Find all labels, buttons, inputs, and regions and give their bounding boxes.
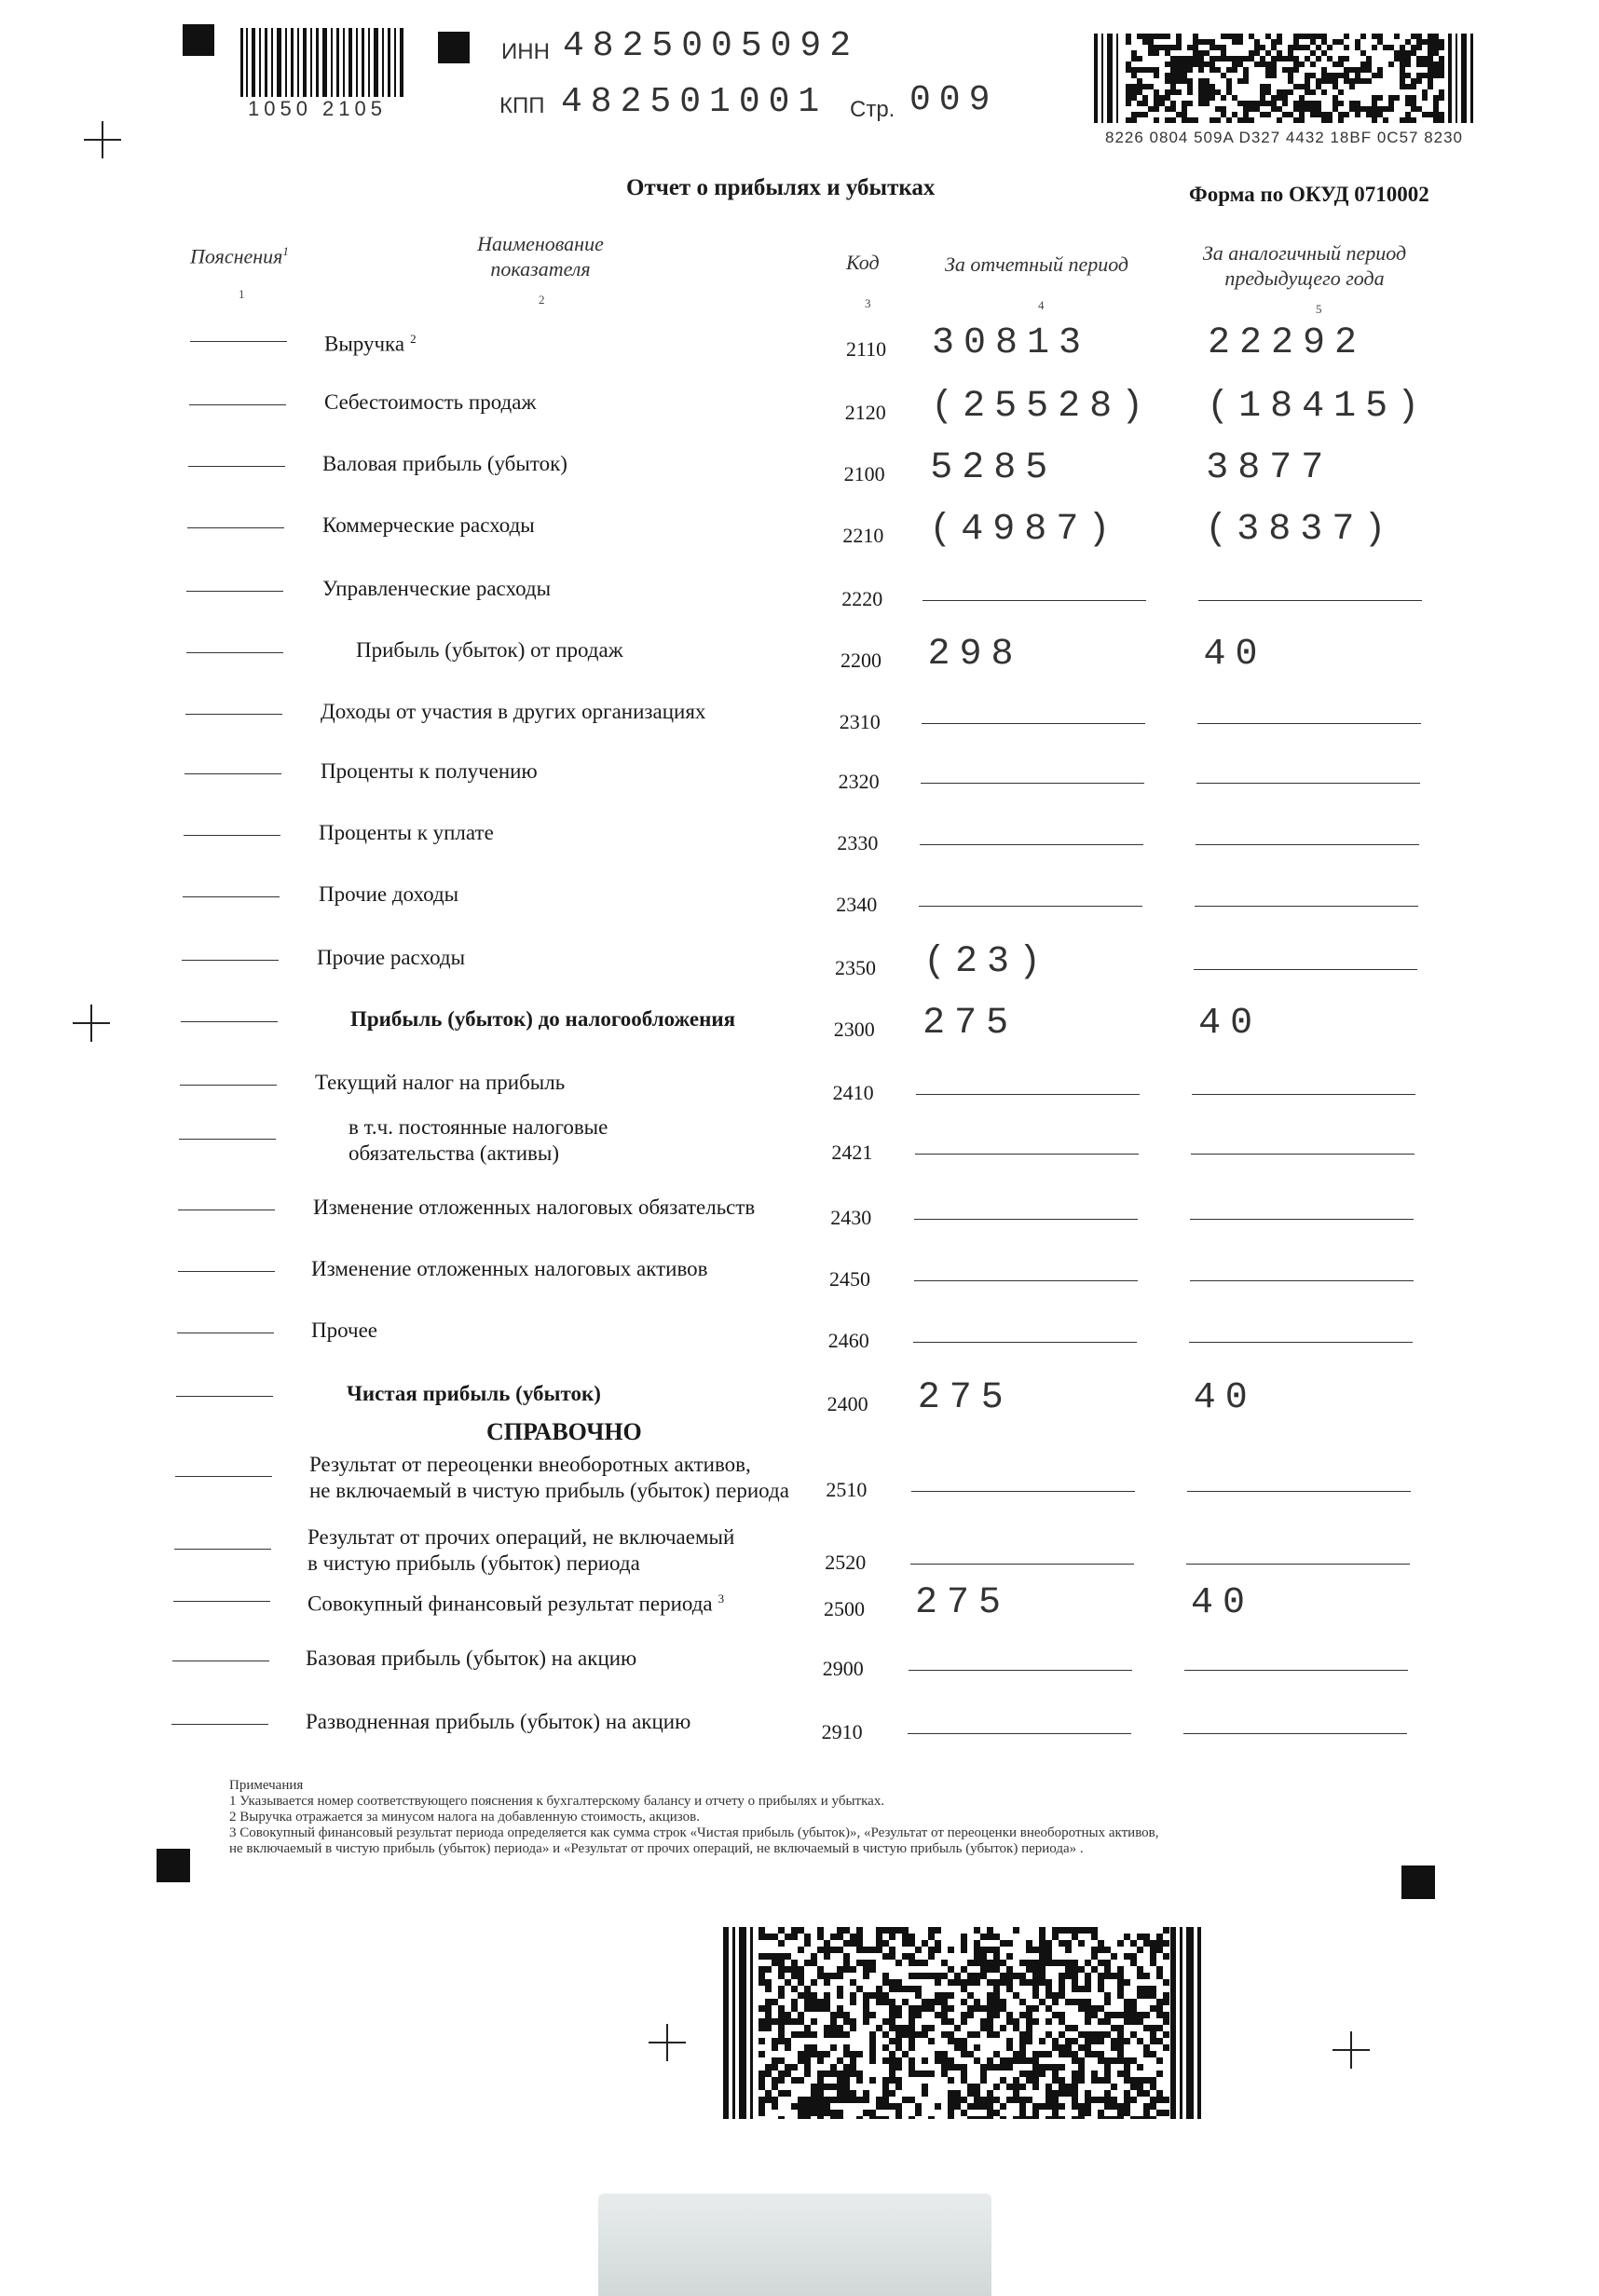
row-name-text: Чистая прибыль (убыток) — [347, 1382, 601, 1405]
explanation-blank — [190, 341, 287, 342]
row-name-text: Прочее — [311, 1319, 377, 1342]
registration-square-top-left — [183, 24, 214, 56]
linear-barcode — [239, 28, 406, 97]
explanation-blank — [176, 1396, 273, 1397]
crosshair-mark-bottom-left — [649, 2024, 686, 2061]
row-name-text: Прочие доходы — [319, 882, 459, 906]
col-header-previous — [1183, 240, 1426, 291]
blank-current — [915, 1154, 1139, 1155]
row-code: 2330 — [837, 831, 879, 854]
row-code: 2510 — [826, 1478, 868, 1501]
row-code: 2410 — [832, 1081, 874, 1104]
col-header-code: Код — [846, 251, 880, 274]
blank-previous — [1196, 844, 1419, 845]
qr-2d-barcode-top — [1094, 34, 1476, 123]
row-name-text: Разводненная прибыль (убыток) на акцию — [306, 1710, 691, 1733]
blank-current — [914, 1219, 1138, 1220]
col-header-explanations — [190, 239, 289, 268]
page-label: Стр. — [850, 97, 895, 122]
blank-previous — [1198, 600, 1422, 601]
row-name — [309, 1452, 789, 1504]
row-code: 2200 — [840, 649, 882, 672]
row-footnote-ref: 2 — [410, 332, 417, 346]
value-current: 5285 — [930, 447, 1058, 489]
note-line: 3 Совокупный финансовый результат периода определяется как сумма строк «Чистая прибыль (убыток)», «Результат от переоценки внеоборотных активов, — [229, 1825, 1159, 1840]
value-current: 275 — [922, 1003, 1018, 1045]
explanation-blank — [174, 1549, 271, 1550]
explanation-blank — [184, 835, 280, 836]
explanation-blank — [188, 466, 285, 467]
row-name-text: Результат от прочих операций, не включаемый — [308, 1525, 735, 1549]
row-name — [347, 1381, 601, 1407]
notes-block — [229, 1778, 1347, 1857]
value-previous: 3877 — [1206, 447, 1333, 489]
blank-current — [913, 1342, 1137, 1343]
row-code: 2340 — [836, 893, 878, 916]
row-name — [322, 451, 567, 477]
crosshair-mark-bottom-right — [1332, 2031, 1370, 2069]
row-name — [321, 758, 538, 785]
row-name-text: Валовая прибыль (убыток) — [322, 452, 567, 475]
col-number-5: 5 — [1316, 302, 1322, 316]
row-code: 2110 — [846, 337, 887, 361]
blank-current — [922, 723, 1145, 724]
inn-value: 4825005092 — [563, 26, 860, 66]
row-name-text: Текущий налог на прибыль — [315, 1071, 566, 1094]
row-name — [356, 637, 623, 663]
row-name-text: Выручка — [324, 332, 405, 356]
row-code: 2320 — [838, 770, 880, 793]
explanation-blank — [187, 527, 284, 528]
col-header-previous-line1: За аналогичный период — [1202, 241, 1407, 265]
blank-current — [919, 906, 1142, 907]
col-header-name — [447, 231, 634, 281]
row-name-line2: обязательства (активы) — [348, 1141, 559, 1165]
row-name-line2: в чистую прибыль (убыток) периода — [308, 1551, 640, 1575]
scanner-shadow — [598, 2194, 991, 2296]
row-footnote-ref: 3 — [718, 1592, 725, 1606]
row-code: 2400 — [827, 1392, 868, 1415]
row-name — [306, 1646, 636, 1672]
explanation-blank — [189, 404, 286, 405]
blank-current — [909, 1670, 1132, 1671]
value-previous: 40 — [1193, 1377, 1257, 1419]
blank-current — [921, 783, 1144, 784]
note-line: не включаемый в чистую прибыль (убыток) периода» и «Результат от прочих операций, не включаемый в чистую прибыль (убыток) периода» . — [229, 1841, 1084, 1856]
explanation-blank — [181, 1021, 278, 1022]
col-number-1: 1 — [239, 287, 245, 301]
report-title: Отчет о прибылях и убытках — [626, 175, 936, 200]
row-name — [315, 1070, 565, 1096]
row-name — [322, 576, 551, 602]
row-code: 2450 — [829, 1267, 870, 1291]
explanation-blank — [175, 1476, 272, 1477]
row-name — [322, 512, 535, 539]
row-name-text: Управленческие расходы — [322, 577, 552, 600]
explanation-blank — [186, 652, 283, 653]
blank-current — [914, 1280, 1138, 1281]
blank-previous — [1192, 1094, 1415, 1095]
row-name-text: Базовая прибыль (убыток) на акцию — [306, 1647, 637, 1670]
explanation-blank — [177, 1332, 274, 1333]
value-current: (4987) — [929, 509, 1120, 551]
row-name — [350, 1006, 735, 1032]
explanation-blank — [180, 1085, 277, 1086]
row-code: 2120 — [844, 401, 886, 424]
blank-current — [910, 1564, 1134, 1565]
blank-previous — [1183, 1733, 1407, 1734]
row-name-text: в т.ч. постоянные налоговые — [348, 1115, 608, 1139]
row-name-text: Прибыль (убыток) от продаж — [356, 638, 623, 662]
row-code: 2100 — [843, 462, 885, 485]
row-name — [308, 1524, 734, 1577]
note-line: 1 Указывается номер соответствующего пояснения к бухгалтерскому балансу и отчету о прибылях и убытках. — [229, 1794, 885, 1809]
value-previous: 22292 — [1208, 322, 1367, 364]
col-number-2: 2 — [539, 293, 545, 307]
row-name-line2: не включаемый в чистую прибыль (убыток) периода — [309, 1479, 789, 1502]
value-previous: 40 — [1203, 634, 1267, 676]
explanation-blank — [178, 1271, 275, 1272]
qr-2d-barcode-bottom — [723, 1927, 1204, 2119]
explanation-blank — [186, 591, 283, 592]
registration-square-bottom-right — [1401, 1866, 1435, 1899]
explanation-blank — [179, 1139, 276, 1140]
row-code: 2421 — [831, 1141, 873, 1164]
explanation-blank — [183, 896, 280, 897]
blank-previous — [1191, 1154, 1414, 1155]
row-code: 2520 — [825, 1551, 867, 1574]
crosshair-mark-mid-left — [73, 1004, 110, 1042]
col-header-explanations-text: Пояснения — [190, 244, 283, 268]
row-name — [324, 326, 417, 358]
value-previous: (18415) — [1207, 386, 1429, 428]
row-name — [317, 945, 465, 971]
row-code: 2310 — [839, 710, 881, 733]
blank-current — [916, 1094, 1140, 1095]
value-current: (25528) — [931, 386, 1154, 428]
row-code: 2500 — [824, 1597, 865, 1620]
notes-title: Примечания — [229, 1778, 304, 1793]
qr-code-text: 8226 0804 509A D327 4432 18BF 0C57 8230 — [1105, 129, 1464, 146]
explanation-blank — [171, 1724, 268, 1725]
row-name-text: Изменение отложенных налоговых активов — [311, 1257, 708, 1280]
row-code: 2350 — [835, 956, 876, 979]
blank-current — [922, 600, 1146, 601]
value-previous: (3837) — [1205, 509, 1396, 551]
row-name — [348, 1114, 608, 1167]
blank-previous — [1189, 1342, 1413, 1343]
col-number-4: 4 — [1038, 298, 1045, 312]
col-number-3: 3 — [865, 296, 871, 310]
value-current: 275 — [915, 1582, 1011, 1624]
row-name — [321, 699, 705, 725]
row-name-text: Проценты к уплате — [319, 821, 494, 844]
col-header-previous-line2: предыдущего года — [1224, 266, 1385, 290]
row-name — [324, 390, 536, 416]
page-value: 009 — [909, 80, 999, 120]
blank-previous — [1190, 1280, 1414, 1281]
row-name — [311, 1256, 708, 1282]
row-name-text: Прочие расходы — [317, 946, 466, 969]
blank-previous — [1190, 1219, 1414, 1220]
row-code: 2460 — [827, 1329, 869, 1352]
col-header-current: За отчетный период — [945, 253, 1129, 276]
value-current: (23) — [923, 941, 1051, 983]
row-code: 2900 — [822, 1657, 864, 1680]
col-header-explanations-sup: 1 — [282, 244, 289, 258]
row-name-text: Доходы от участия в других организациях — [321, 700, 706, 723]
note-line: 2 Выручка отражается за минусом налога на добавленную стоимость, акцизов. — [229, 1810, 700, 1824]
row-name — [311, 1318, 377, 1344]
row-name — [306, 1709, 690, 1735]
blank-current — [911, 1491, 1135, 1492]
kpp-label: КПП — [499, 93, 545, 118]
row-code: 2220 — [841, 587, 883, 610]
explanation-blank — [172, 1660, 269, 1661]
col-header-name-line1: Наименование — [477, 232, 604, 255]
row-name — [313, 1195, 755, 1221]
row-name-text: Результат от переоценки внеоборотных активов, — [309, 1453, 751, 1476]
explanation-blank — [184, 773, 281, 774]
blank-previous — [1184, 1670, 1408, 1671]
registration-square-bottom-left — [157, 1849, 190, 1882]
value-current: 298 — [927, 634, 1023, 676]
row-code: 2210 — [842, 524, 884, 547]
value-current: 30813 — [932, 322, 1091, 364]
barcode-number: 1050 2105 — [248, 97, 387, 120]
row-name-text: Коммерческие расходы — [322, 513, 535, 537]
row-name-text: Совокупный финансовый результат периода — [308, 1592, 713, 1616]
kpp-value: 482501001 — [561, 82, 828, 122]
blank-previous — [1196, 783, 1420, 784]
row-code: 2910 — [821, 1720, 863, 1743]
value-previous: 40 — [1191, 1582, 1255, 1624]
inn-label: ИНН — [501, 39, 550, 64]
blank-previous — [1187, 1491, 1411, 1492]
registration-square-top-mid — [438, 32, 470, 63]
crosshair-mark-top-left — [84, 121, 121, 158]
explanation-blank — [173, 1601, 270, 1602]
form-code: Форма по ОКУД 0710002 — [1189, 183, 1429, 206]
row-name-text: Изменение отложенных налоговых обязательств — [313, 1196, 756, 1219]
row-name-text: Прибыль (убыток) до налогообложения — [350, 1007, 736, 1031]
value-previous: 40 — [1198, 1003, 1263, 1045]
blank-previous — [1194, 969, 1417, 970]
row-name — [319, 882, 458, 908]
row-name — [319, 820, 494, 846]
explanation-blank — [182, 960, 279, 961]
blank-previous — [1195, 906, 1418, 907]
row-name-text: Себестоимость продаж — [324, 390, 537, 414]
row-name — [308, 1586, 724, 1618]
blank-current — [920, 844, 1143, 845]
blank-previous — [1197, 723, 1421, 724]
col-header-name-line2: показателя — [490, 257, 591, 280]
row-code: 2300 — [833, 1018, 875, 1041]
reference-heading: СПРАВОЧНО — [486, 1418, 642, 1445]
explanation-blank — [185, 714, 282, 715]
row-name-text: Проценты к получению — [321, 759, 538, 783]
blank-previous — [1186, 1564, 1410, 1565]
row-code: 2430 — [830, 1206, 872, 1229]
blank-current — [908, 1733, 1131, 1734]
value-current: 275 — [917, 1377, 1013, 1419]
